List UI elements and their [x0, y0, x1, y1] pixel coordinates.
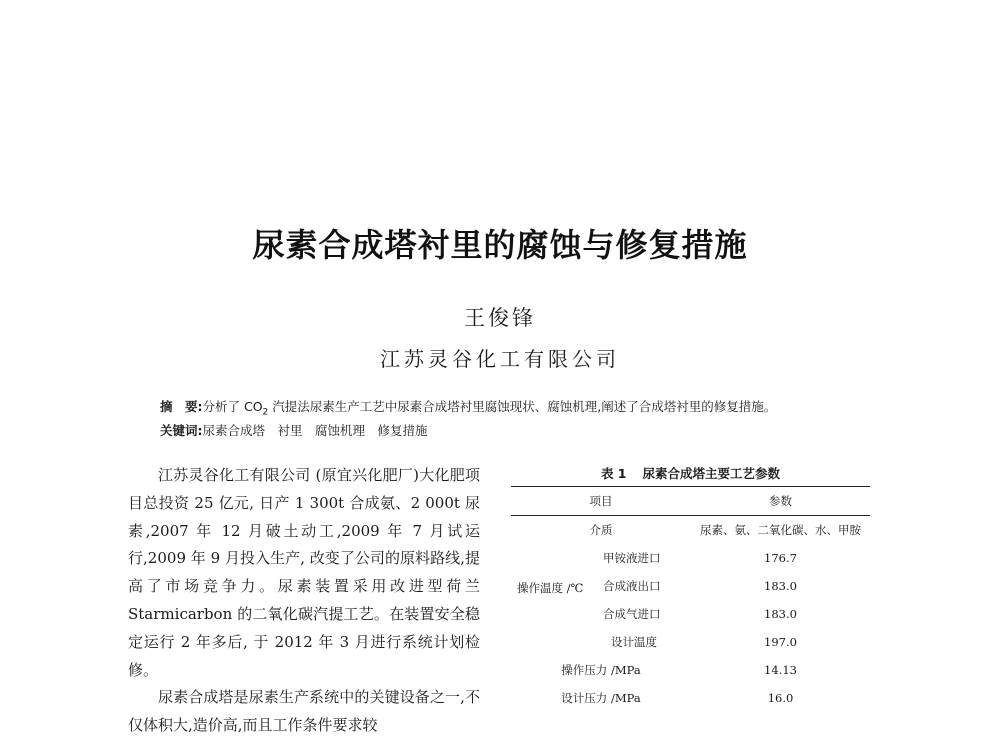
row-label: 设计压力 /MPa — [561, 691, 641, 705]
abstract-text-after: 汽提法尿素生产工艺中尿素合成塔衬里腐蚀现状、腐蚀机理,阐述了合成塔衬里的修复措施。 — [268, 399, 777, 414]
table-caption — [511, 462, 870, 486]
table-row — [511, 656, 870, 684]
row-value: 197.0 — [764, 635, 797, 649]
table-number: 表 1 — [600, 466, 627, 481]
row-label-cell — [511, 572, 691, 600]
table-row — [511, 572, 870, 600]
table-row — [511, 516, 870, 545]
row-label: 合成液出口 — [603, 579, 661, 593]
author-affiliation: 江苏灵谷化工有限公司 — [380, 347, 620, 371]
process-parameter-table — [511, 486, 870, 712]
body-paragraph: 江苏灵谷化工有限公司 (原宜兴化肥厂)大化肥项目总投资 25 亿元, 日产 1 300t 合成氨、2 000t 尿素,2007 年 12 月破土动工,2009 年 7 月试运行,2009 年 9 月投入生产, 改变了公司的原料路线,提高了市场竞争力。尿素装置采用改进型荷兰 Starmicarbon 的二氧化碳汽提工艺。在装置安全稳定运行 2 年多后, 于 2012 年 3 月进行系统计划检修。 — [128, 466, 480, 679]
row-value: 183.0 — [764, 607, 797, 621]
temperature-group-label: 操作温度 /℃ — [517, 581, 584, 595]
body-text-column — [128, 462, 480, 740]
row-value: 183.0 — [764, 579, 797, 593]
row-label-cell — [511, 628, 691, 656]
table-row — [511, 544, 870, 572]
row-value: 尿素、氨、二氧化碳、水、甲胺 — [700, 523, 861, 537]
table-row — [511, 628, 870, 656]
row-label-cell — [511, 600, 691, 628]
table-caption-text: 尿素合成塔主要工艺参数 — [642, 466, 781, 481]
abstract — [160, 398, 776, 422]
body-paragraph: 尿素合成塔是尿素生产系统中的关键设备之一,不仅体积大,造价高,而且工作条件要求较 — [128, 688, 480, 735]
header-parameter: 参数 — [769, 494, 792, 508]
row-label: 操作压力 /MPa — [561, 663, 641, 677]
row-label: 介质 — [589, 523, 613, 537]
abstract-label: 摘 要: — [160, 399, 203, 414]
author-name: 王俊锋 — [464, 306, 536, 330]
row-value: 16.0 — [767, 691, 794, 705]
row-value: 176.7 — [764, 551, 797, 565]
row-label: 设计温度 — [611, 635, 657, 649]
table-row — [511, 684, 870, 712]
keywords-label: 关键词: — [160, 423, 203, 438]
row-label: 合成气进口 — [603, 607, 661, 621]
abstract-text-before: 分析了 CO — [202, 399, 263, 414]
parameter-table — [511, 462, 870, 712]
table-row — [511, 600, 870, 628]
row-label: 甲铵液进口 — [603, 551, 661, 565]
table-header-row — [511, 487, 870, 516]
header-item: 项目 — [589, 494, 613, 508]
row-value: 14.13 — [764, 663, 797, 677]
paper-title: 尿素合成塔衬里的腐蚀与修复措施 — [252, 226, 748, 264]
keywords — [160, 422, 428, 440]
keywords-text: 尿素合成塔 衬里 腐蚀机理 修复措施 — [202, 423, 428, 438]
abstract-subscript: 2 — [262, 407, 269, 418]
